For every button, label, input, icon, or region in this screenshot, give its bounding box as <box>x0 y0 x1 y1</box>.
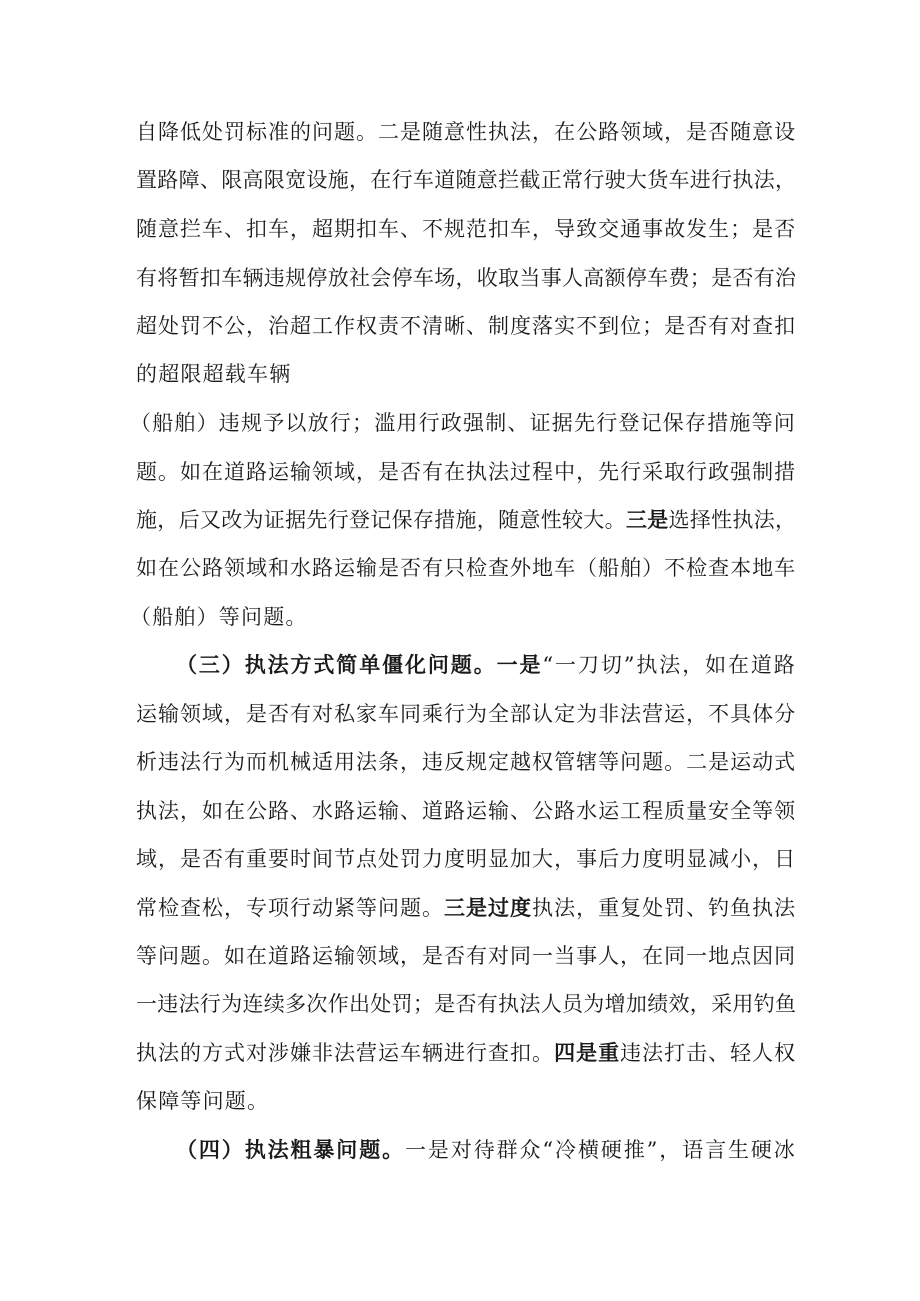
paragraph-line <box>136 506 796 534</box>
paragraph-line <box>136 894 796 922</box>
section-heading: （四）执法粗暴问题。 <box>176 1137 406 1162</box>
text-run: 选择性执法， <box>668 508 797 532</box>
emphasis-text: 三是 <box>625 507 669 532</box>
text-run: 一是对待群众“冷横硬推”，语言生硬冰 <box>405 1138 796 1162</box>
paragraph-line: 一违法行为连续多次作出处罚；是否有执法人员为增加绩效，采用钓鱼 <box>136 992 797 1016</box>
paragraph-line: 自降低处罚标准的问题。二是随意性执法，在公路领域，是否随意设 <box>136 120 796 144</box>
paragraph-line: 保障等问题。 <box>136 1089 270 1113</box>
paragraph-line: 置路障、限高限宽设施，在行车道随意拦截正常行驶大货车进行执法， <box>136 168 797 192</box>
text-run: 施，后又改为证据先行登记保存措施，随意性较大。 <box>136 508 626 532</box>
text-run: 执法的方式对涉嫌非法营运车辆进行查扣。 <box>136 1041 555 1065</box>
paragraph-line: 有将暂扣车辆违规停放社会停车场，收取当事人高额停车费；是否有治 <box>136 266 797 290</box>
paragraph-line <box>176 1136 796 1164</box>
paragraph-line: 执法，如在公路、水路运输、道路运输、公路水运工程质量安全等领 <box>136 799 796 823</box>
paragraph-line: 等问题。如在道路运输领域，是否有对同一当事人，在同一地点因同 <box>136 944 796 968</box>
text-run: 执法，重复处罚、钓鱼执法 <box>532 896 796 920</box>
emphasis-text: 四是重 <box>554 1040 621 1065</box>
paragraph-line: 随意拦车、扣车，超期扣车、不规范扣车，导致交通事故发生；是否 <box>136 217 796 241</box>
emphasis-text: 三是过度 <box>444 895 533 920</box>
paragraph-line <box>176 651 796 679</box>
text-run: 违法打击、轻人权 <box>620 1041 796 1065</box>
paragraph-line: 的超限超载车辆 <box>136 362 292 386</box>
paragraph-line: 域，是否有重要时间节点处罚力度明显加大，事后力度明显减小，日 <box>136 847 796 871</box>
paragraph-line: 运输领域，是否有对私家车同乘行为全部认定为非法营运，不具体分 <box>136 702 796 726</box>
paragraph-line: （船舶）等问题。 <box>130 605 308 629</box>
paragraph-line: （船舶）违规予以放行；滥用行政强制、证据先行登记保存措施等问 <box>130 411 796 435</box>
section-heading: （三）执法方式简单僵化问题。一是 <box>176 652 543 677</box>
paragraph-line <box>136 1039 796 1067</box>
paragraph-line: 超处罚不公，治超工作权责不清晰、制度落实不到位；是否有对查扣 <box>136 314 796 338</box>
paragraph-line: 析违法行为而机械适用法条，违反规定越权管辖等问题。二是运动式 <box>136 750 796 774</box>
paragraph-line: 如在公路领域和水路运输是否有只检查外地车（船舶）不检查本地车 <box>136 556 796 580</box>
paragraph-line: 题。如在道路运输领域，是否有在执法过程中，先行采取行政强制措 <box>136 460 796 484</box>
text-run: “一刀切”执法，如在道路 <box>542 653 797 677</box>
text-run: 常检查松，专项行动紧等问题。 <box>136 896 445 920</box>
